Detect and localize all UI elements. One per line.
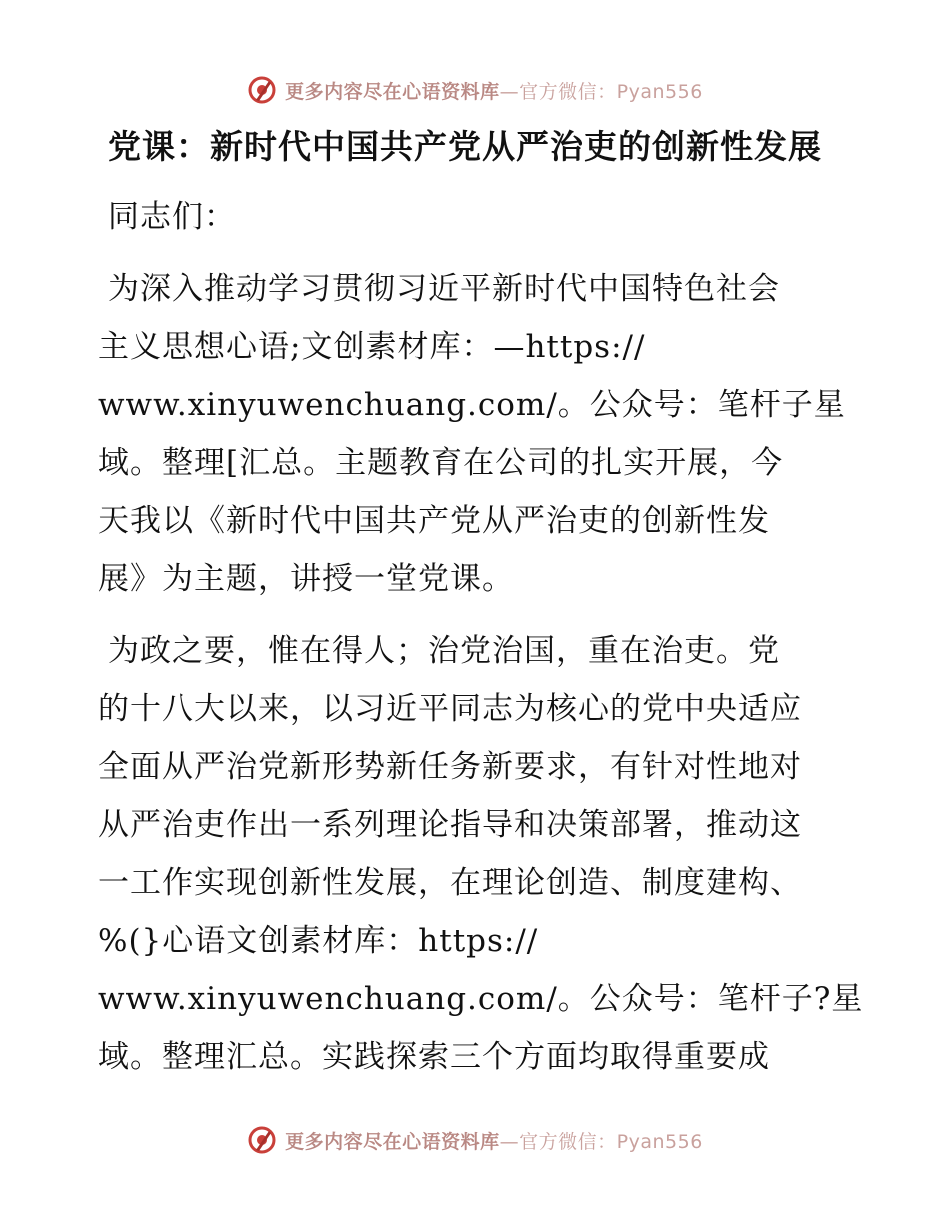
footer-watermark <box>0 1120 950 1160</box>
paragraph-line: 域。整理汇总。实践探索三个方面均取得重要成 <box>98 1039 770 1075</box>
watermark-dash: — <box>499 80 520 103</box>
paragraph-line: 的十八大以来，以习近平同志为核心的党中央适应 <box>98 691 802 727</box>
watermark-official: 官方微信：Pyan556 <box>519 1130 703 1153</box>
watermark-brand: 更多内容尽在心语资料库 <box>285 1130 500 1153</box>
paragraph-line: 全面从严治党新形势新任务新要求，有针对性地对 <box>98 749 802 785</box>
paragraph-line: 一工作实现创新性发展，在理论创造、制度建构、 <box>98 865 802 901</box>
watermark-brand: 更多内容尽在心语资料库 <box>285 80 500 103</box>
header-watermark <box>0 70 950 110</box>
paragraph-line: 主义思想心语;文创素材库：—https:// <box>98 329 646 365</box>
watermark-text <box>285 77 703 104</box>
watermark-dash: — <box>499 1130 520 1153</box>
paragraph-line: 域。整理[汇总。主题教育在公司的扎实开展，今 <box>98 445 784 481</box>
quill-logo-icon <box>247 75 277 105</box>
paragraph-line: 为政之要，惟在得人；治党治国，重在治吏。党 <box>108 633 780 669</box>
document-body <box>98 118 864 1086</box>
paragraph-line: 为深入推动学习贯彻习近平新时代中国特色社会 <box>108 271 780 307</box>
watermark-text <box>285 1127 703 1154</box>
paragraph-line: 展》为主题，讲授一堂党课。 <box>98 561 514 597</box>
paragraph-line: 从严治吏作出一系列理论指导和决策部署，推动这 <box>98 807 802 843</box>
document-title: 党课：新时代中国共产党从严治吏的创新性发展 <box>108 127 822 166</box>
paragraph-line: %(}心语文创素材库：https:// <box>98 923 539 959</box>
quill-logo-icon <box>247 1125 277 1155</box>
paragraph-line: www.xinyuwenchuang.com/。公众号：笔杆子星 <box>98 387 846 423</box>
paragraph-line: www.xinyuwenchuang.com/。公众号：笔杆子?星 <box>98 981 864 1017</box>
paragraph-1 <box>98 260 858 608</box>
paragraph-2 <box>98 622 864 1086</box>
watermark-official: 官方微信：Pyan556 <box>519 80 703 103</box>
paragraph-line: 天我以《新时代中国共产党从严治吏的创新性发 <box>98 503 770 539</box>
salutation: 同志们： <box>108 199 236 235</box>
